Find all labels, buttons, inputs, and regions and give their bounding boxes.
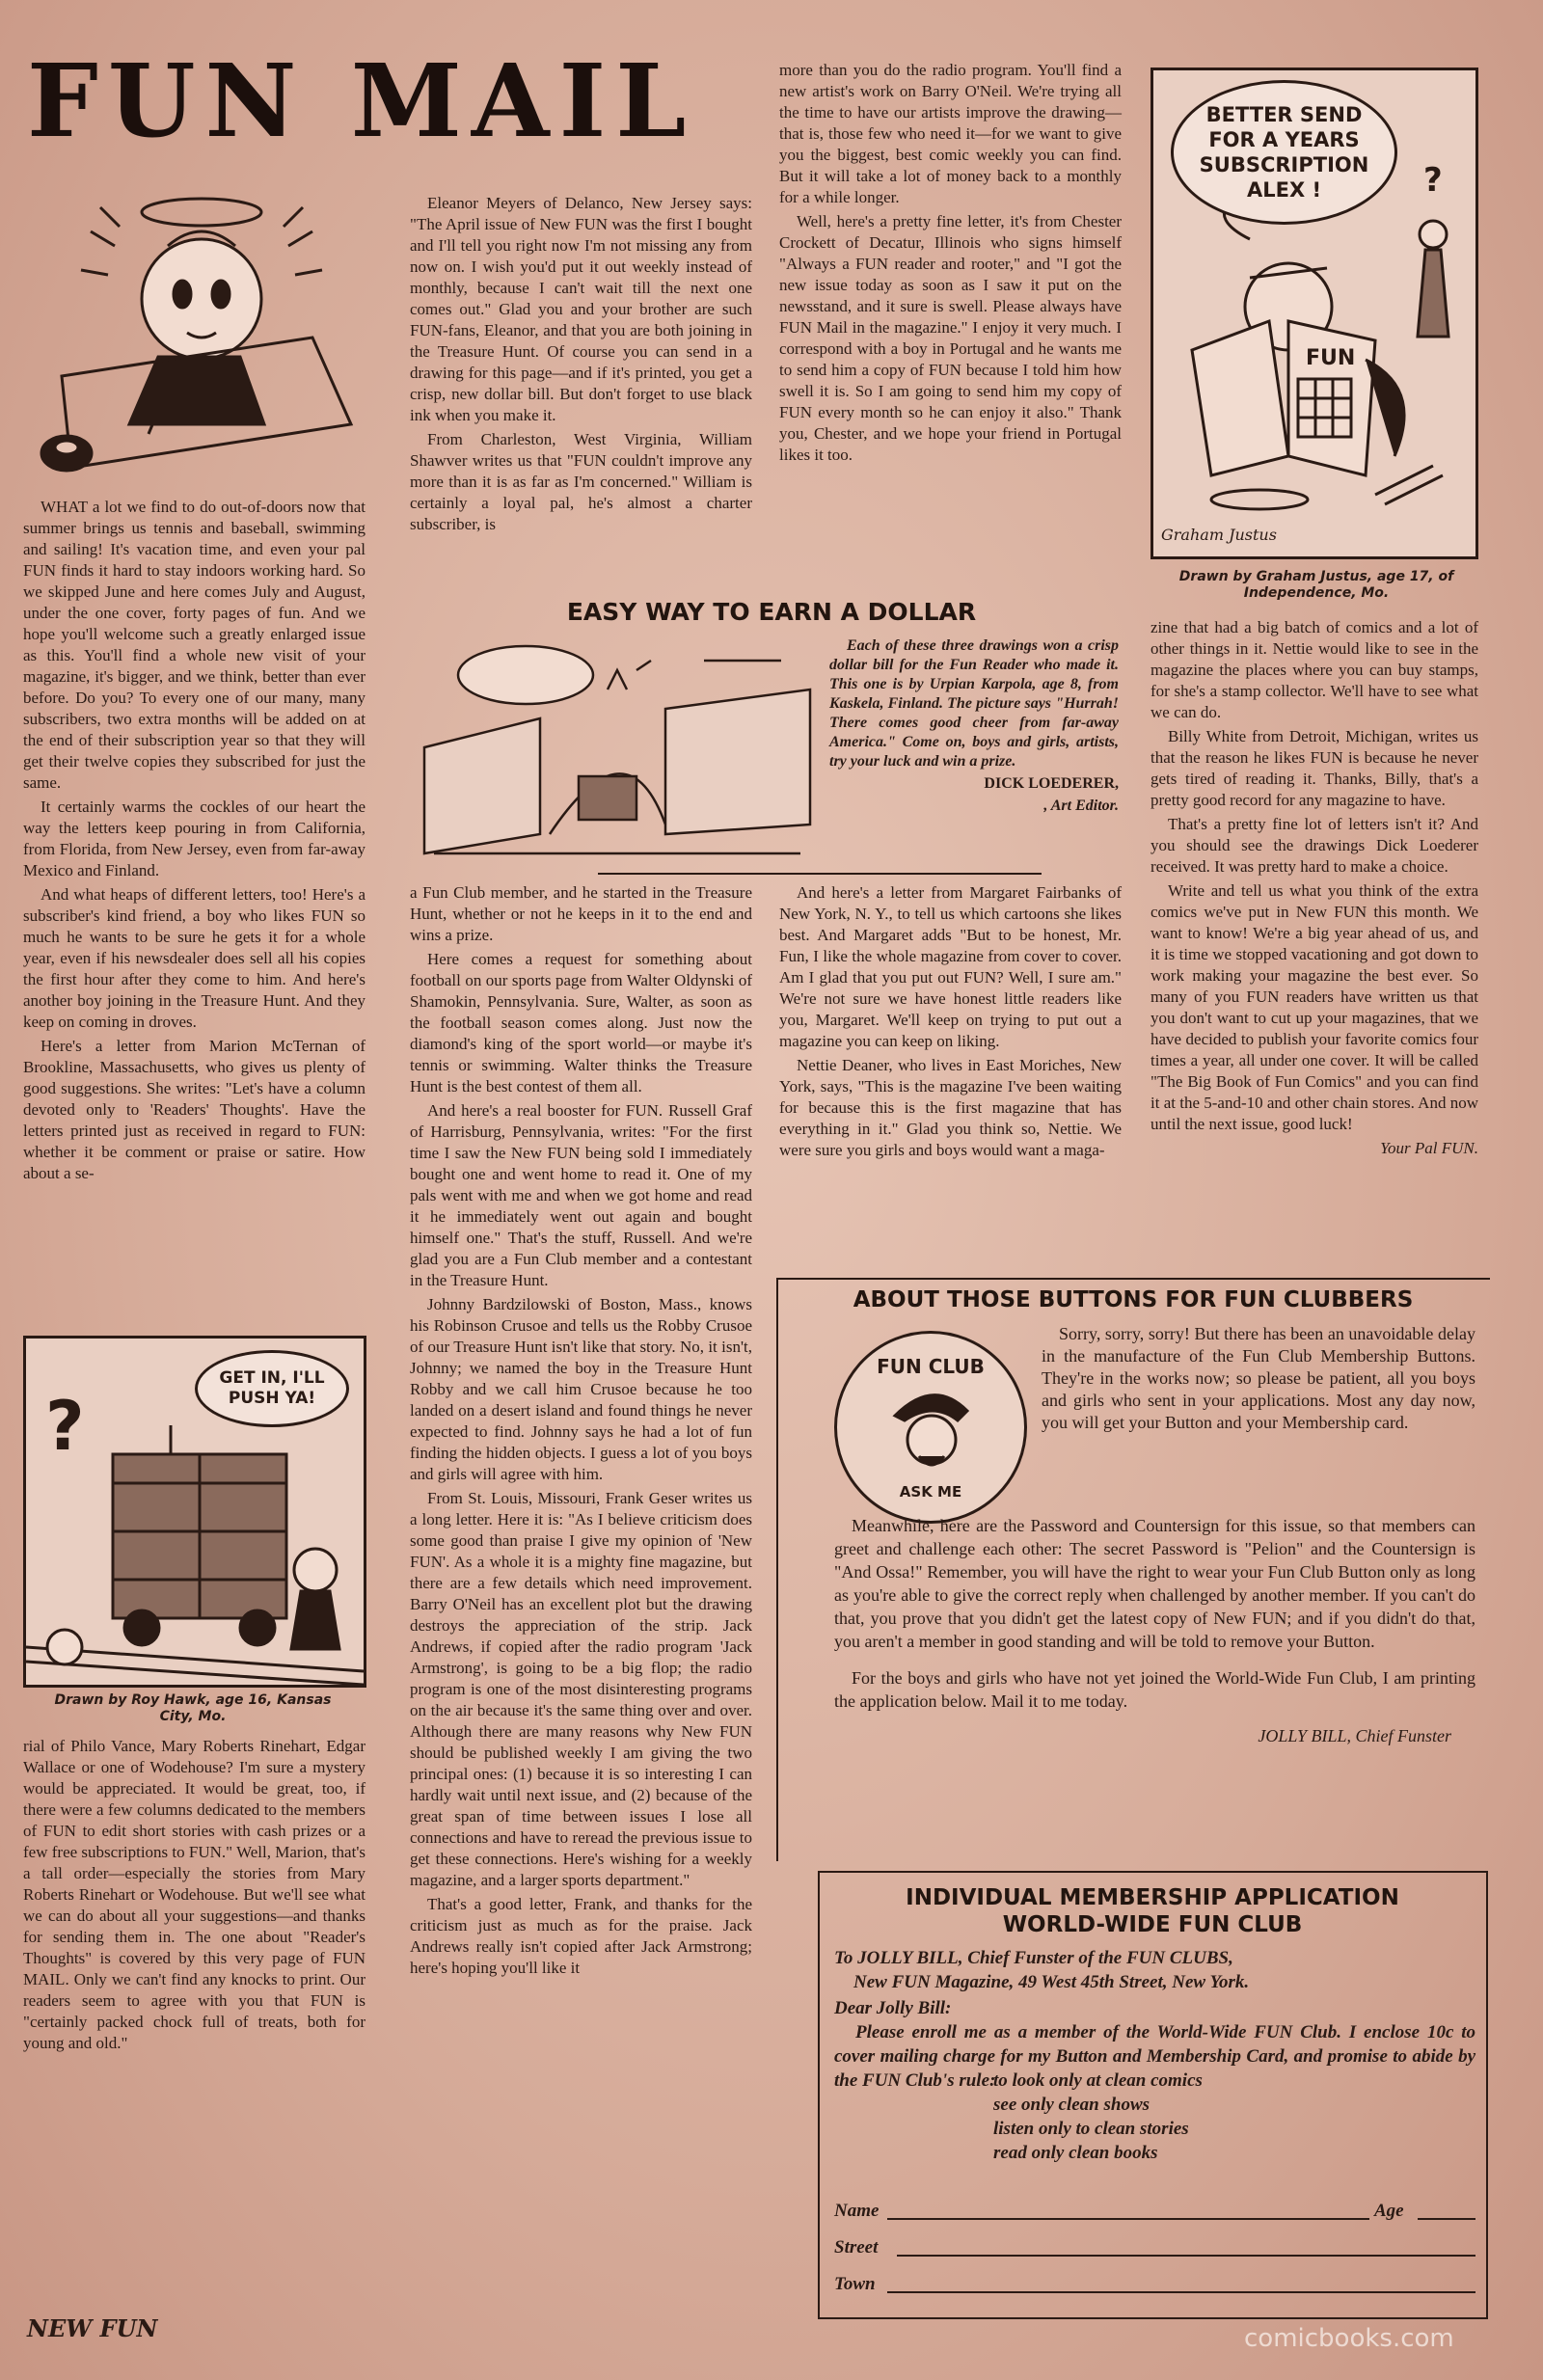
- rule-line: read only clean books: [993, 2143, 1158, 2163]
- street-label: Street: [834, 2237, 879, 2258]
- salutation: Dear Jolly Bill:: [834, 1998, 952, 2018]
- paragraph: Billy White from Detroit, Michigan, writes us that the reason he likes FUN is because he never gets tired of reading it. Thanks, Billy, that's a pretty good record for any magazine to have.: [1150, 727, 1478, 809]
- paragraph: Johnny Bardzilowski of Boston, Mass., knows his Robinson Crusoe and tells us the Robby Crusoe of our Treasure Hunt isn't like that story. No, it isn't, Johnny; we named the boy in the Treasure Hunt Robby and we call him Crusoe because he too landed on a desert island and found things he never expected to find. Johnny says he had a lot of fun finding the hidden objects. I guess a lot of you boys and girls will agree with him.: [410, 1295, 752, 1483]
- paragraph: WHAT a lot we find to do out-of-doors now that summer brings us tennis and baseball, swimming and sailing! It's vacation time, and even your pal FUN finds it hard to stay indoors working hard. So we skipped June and here comes July and August, under the one cover, forty pages of fun. And we hope you'll welcome such a greatly enlarged issue as this. You'll find a whole new visit of your magazine, it's bigger, and we think, better than ever before. Do you? To every one of our many, many subscribers, two extra months will be added on at the end of their subscription year so that they will get their twelve copies they subscribed for just the same.: [23, 498, 365, 792]
- badge-bottom-text: ASK ME: [899, 1483, 962, 1501]
- watermark: comicbooks.com: [1244, 2324, 1454, 2353]
- easy-dollar-text: [829, 636, 1119, 819]
- age-field[interactable]: [1418, 2218, 1475, 2220]
- footer-title: NEW FUN: [27, 2314, 158, 2342]
- application-form: [834, 1946, 1475, 2165]
- bubble-line: SUBSCRIPTION: [1199, 153, 1369, 176]
- fun-club-badge: [834, 1331, 1027, 1524]
- badge-top-text: FUN CLUB: [877, 1355, 985, 1378]
- easy-dollar-rule: [598, 873, 1042, 875]
- rule-line: to look only at clean comics: [993, 2070, 1203, 2091]
- paragraph: more than you do the radio program. You'll find a new artist's work on Barry O'Neil. We're trying all the time to have our artists improve the drawing—that is, those few who need it—for we want to give you the biggest, best comic weekly you can find. But it will take a lot of money back to a monthly for a while longer.: [779, 61, 1122, 206]
- buttons-heading: ABOUT THOSE BUTTONS FOR FUN CLUBBERS: [853, 1287, 1414, 1312]
- newspaper-title: FUN: [1306, 346, 1356, 370]
- rule-line: see only clean shows: [993, 2095, 1150, 2115]
- to-line-1: To JOLLY BILL, Chief Funster of the FUN CLUBS,: [834, 1948, 1233, 1968]
- paragraph: And here's a letter from Margaret Fairbanks of New York, N. Y., to tell us which cartoons she likes best. And Margaret adds "But to be honest, Mr. Fun, I like the whole magazine from cover to cover. Am I glad that you put out FUN? Well, I sure am." We're not sure we have honest little readers like you, Margaret. We'll keep on trying to put out a magazine you can keep on liking.: [779, 883, 1122, 1050]
- paragraph: Well, here's a pretty fine letter, it's from Chester Crockett of Decatur, Illinois who signs himself "Always a FUN reader and rooter," and "I got the new issue today as soon as I saw it put on the newsstand, and it sure is swell. Please always have FUN Mail in the magazine." I enjoy it very much. I correspond with a boy in Portugal and he wants me to send him a copy of FUN because I told him how swell it is. So I am going to send him my copy of FUN every month so he can enjoy it also." Thank you, Chester, and we hope your friend in Portugal likes it too.: [779, 212, 1122, 464]
- paragraph: Sorry, sorry, sorry! But there has been an unavoidable delay in the manufacture of the Fun Club Membership Buttons. They're in the works now; so please be patient, all you boys and girls who sent in your applications. Most any day now, you will get your Button and your Membership card.: [1042, 1324, 1475, 1432]
- jester-icon: [885, 1387, 977, 1474]
- paragraph: For the boys and girls who have not yet joined the World-Wide Fun Club, I am printing the application below. Mail it to me today.: [834, 1668, 1475, 1711]
- boxcar-caption: Drawn by Roy Hawk, age 16, Kansas City, Mo.: [54, 1692, 332, 1724]
- bubble-line: GET IN, I'LL: [219, 1368, 325, 1388]
- boxcar-drawing-frame: [23, 1336, 366, 1688]
- paragraph: And what heaps of different letters, too! Here's a subscriber's kind friend, a boy who likes FUN so much he wants to be sure he gets it for a whole year, even if his newsdealer does sell all his copies the first hour after they come to him. And here's another boy joining in the Treasure Hunt. And they keep on coming in droves.: [23, 885, 365, 1031]
- subscription-drawing-frame: [1150, 68, 1478, 559]
- street-field[interactable]: [897, 2255, 1475, 2257]
- paragraph: rial of Philo Vance, Mary Roberts Rinehart, Edgar Wallace or one of Wodehouse? I'm sure a mystery would be appreciated. It would be great, too, if there were a few columns dedicated to the members of FUN to edit short stories with cash prizes or a few free subscriptions to FUN." Well, Marion, that's a tall order—especially the stories from Mary Roberts Rinehart or Wodehouse. But we'll see what we can do about all your suggestions—and thanks for sending them in. The one about "Reader's Thoughts" is covered by this very page of FUN MAIL. Only we can't find any knocks to print. Our readers seem to agree with you that FUN is "certainly packed chock full of treats, both for young and old.": [23, 1737, 365, 2052]
- paragraph: And here's a real booster for FUN. Russell Graf of Harrisburg, Pennsylvania, writes: "For the first time I saw the New FUN being sold I immediately bought one and went home to read it. One of my pals went with me and when we got home and read it he immediately went out again and bought himself one." That's the stuff, Russell. And we're glad you are a Fun Club member and a contestant in the Treasure Hunt.: [410, 1101, 752, 1289]
- buttons-para1: [1042, 1323, 1475, 1437]
- column-2-top-text: [410, 193, 752, 538]
- page-title: FUN MAIL: [27, 41, 696, 160]
- name-label: Name: [834, 2201, 880, 2221]
- paragraph: zine that had a big batch of comics and a lot of other things in it. Nettie would like to see in the magazine the places where you can buy stamps, for she's a stamp collector. We'll have to see what we can do.: [1150, 618, 1478, 721]
- speech-bubble: [195, 1350, 349, 1427]
- paragraph: From St. Louis, Missouri, Frank Geser writes us a long letter. Here it is: "As I believe criticism does some good than praise I give my opinion of 'New FUN'. As a whole it is a mighty fine magazine, but there are a few details which need improvement. Barry O'Neil has an excellent plot but the drawing destroys the appreciation of the strip. Jack Andrews, if copied after the radio program 'Jack Armstrong', is going to be a big flop; the radio program is one of the most disinteresting programs on the air because it's the same thing over and over. Although there are many reasons why New FUN should be published weekly I am giving the two principal ones: (1) because it is so interesting I can hardly wait until next issue, and (2) because of the great span of time between issues I lose all connections and have to reread the previous issue to get these connections. Here's wishing for a weekly magazine, and a larger sports department.": [410, 1489, 752, 1889]
- paragraph: That's a good letter, Frank, and thanks for the criticism just as much as for the praise. Jack Andrews really isn't copied after Jack Armstrong; here's hoping you'll like it: [410, 1895, 752, 1977]
- town-label: Town: [834, 2274, 876, 2294]
- application-heading-1: INDIVIDUAL MEMBERSHIP APPLICATION: [906, 1885, 1399, 1910]
- to-line-2: New FUN Magazine, 49 West 45th Street, New York.: [853, 1972, 1250, 1992]
- svg-text:?: ?: [1423, 161, 1443, 200]
- bubble-line: PUSH YA!: [228, 1389, 316, 1408]
- paragraph: Each of these three drawings won a crisp dollar bill for the Fun Reader who made it. This one is by Urpian Karpola, age 8, from Kaskela, Finland. The picture says "Hurrah! There comes good cheer from far-away America." Come on, boys and girls, artists, try your luck and win a prize.: [829, 637, 1119, 770]
- paragraph: From Charleston, West Virginia, William Shawver writes us that "FUN couldn't improve any more than it is as far as I'm concerned." William is certainly a loyal pal, he's almost a charter subscriber, is: [410, 430, 752, 533]
- signoff: Your Pal FUN.: [1380, 1139, 1478, 1157]
- editor-name: DICK LOEDERER,: [984, 775, 1119, 792]
- subscription-caption: Drawn by Graham Justus, age 17, of Independence, Mo.: [1178, 569, 1454, 601]
- boy-writing-illustration: [23, 174, 390, 492]
- paragraph: Nettie Deaner, who lives in East Moriches, New York, says, "This is the magazine I've been waiting for because this is the first magazine that has everything in it." Glad you think so, Nettie. We were sure you girls and boys would want a maga-: [779, 1056, 1122, 1159]
- easy-dollar-heading: EASY WAY TO EARN A DOLLAR: [566, 598, 977, 626]
- bubble-line: BETTER SEND: [1205, 103, 1363, 126]
- chief-funster-signature: JOLLY BILL, Chief Funster: [1258, 1726, 1451, 1745]
- finland-street-illustration: [415, 632, 820, 863]
- name-field[interactable]: [887, 2218, 1369, 2220]
- column-2-mid-text: [410, 882, 752, 1982]
- svg-text:?: ?: [45, 1387, 85, 1466]
- rule-line: listen only to clean stories: [993, 2119, 1189, 2139]
- column-3-top-text: [779, 60, 1122, 469]
- paragraph: Here's a letter from Marion McTernan of Brookline, Massachusetts, who gives us plenty of good suggestions. She writes: "Let's have a column devoted only to 'Readers' Thoughts'. Have the letters printed just as received in regard to FUN: whether it be comment or praise or satire. How about a se-: [23, 1037, 365, 1182]
- paragraph: Meanwhile, here are the Password and Countersign for this issue, so that members can greet and challenge each other: The secret Password is "Pelion" and the Countersign is "And Ossa!" Remember, you will have the right to wear your Fun Club Button only as long as you're able to give the correct reply when challenged by another member. If you can't do that, you prove that you didn't get the latest copy of New FUN; and if you didn't do that, you aren't a member in good standing and will be told to remove your Button.: [834, 1516, 1475, 1651]
- artist-signature: Graham Justus: [1161, 526, 1277, 544]
- column-4-mid-text: [1150, 617, 1478, 1162]
- town-field[interactable]: [887, 2291, 1475, 2293]
- age-label: Age: [1374, 2201, 1404, 2221]
- buttons-top-border: [776, 1278, 1490, 1280]
- paragraph: a Fun Club member, and he started in the Treasure Hunt, whether or not he keeps in it to the end and wins a prize.: [410, 883, 752, 944]
- paragraph: That's a pretty fine lot of letters isn't it? And you should see the drawings Dick Loederer received. It was pretty hard to make a choice.: [1150, 815, 1478, 876]
- column-1-text: [23, 497, 365, 1187]
- bubble-line: ALEX !: [1246, 178, 1322, 202]
- speech-bubble: [1171, 80, 1397, 225]
- paragraph: It certainly warms the cockles of our heart the way the letters keep pouring in from California, from Florida, from New Jersey, even from far-away Mexico and Finland.: [23, 798, 365, 879]
- paragraph: Write and tell us what you think of the extra comics we've put in New FUN this month. We want to know! We're a big year ahead of us, and it is time we stopped vacationing and got down to work making your magazine the best ever. So many of you FUN readers have written us that you don't want to cut up your magazines, that we have decided to publish your favorite comics four times a year, all under one cover. It will be called "The Big Book of Fun Comics" and you can find it at the 5-and-10 and other chain stores. And now until the next issue, good luck!: [1150, 881, 1478, 1133]
- bubble-line: FOR A YEARS: [1208, 128, 1360, 151]
- editor-title: , Art Editor.: [1043, 798, 1119, 814]
- column-3-mid-text: [779, 882, 1122, 1164]
- column-1-bottom-text: [23, 1736, 365, 2057]
- buttons-top-rule: [776, 1278, 778, 1861]
- buttons-body: [834, 1514, 1475, 1750]
- paragraph: Here comes a request for something about football on our sports page from Walter Oldynski of Shamokin, Pennsylvania. Sure, Walter, as soon as the football season comes along. Just now the diamond's king of the sport world—or maybe it's tennis or swimming. Walter thinks the Treasure Hunt is the best contest of them all.: [410, 950, 752, 1095]
- paragraph: Eleanor Meyers of Delanco, New Jersey says: "The April issue of New FUN was the first I bought and I'll tell you right now I'm not missing any from now on. I wish you'd put it out weekly instead of monthly, because I can't wait till the next one comes out." Glad you and your brother are such FUN-fans, Eleanor, and that you are both joining in the Treasure Hunt. Of course you can send in a drawing for this page—and if it's printed, you get a crisp, new dollar bill. But don't forget to use black ink when you make it.: [410, 194, 752, 424]
- application-body: Please enroll me as a member of the World-Wide FUN Club. I enclose 10c to cover mailing charge for my Button and Membership Card, and promise to abide by the FUN Club's rule:: [834, 2022, 1475, 2091]
- application-heading-2: WORLD-WIDE FUN CLUB: [1002, 1912, 1303, 1937]
